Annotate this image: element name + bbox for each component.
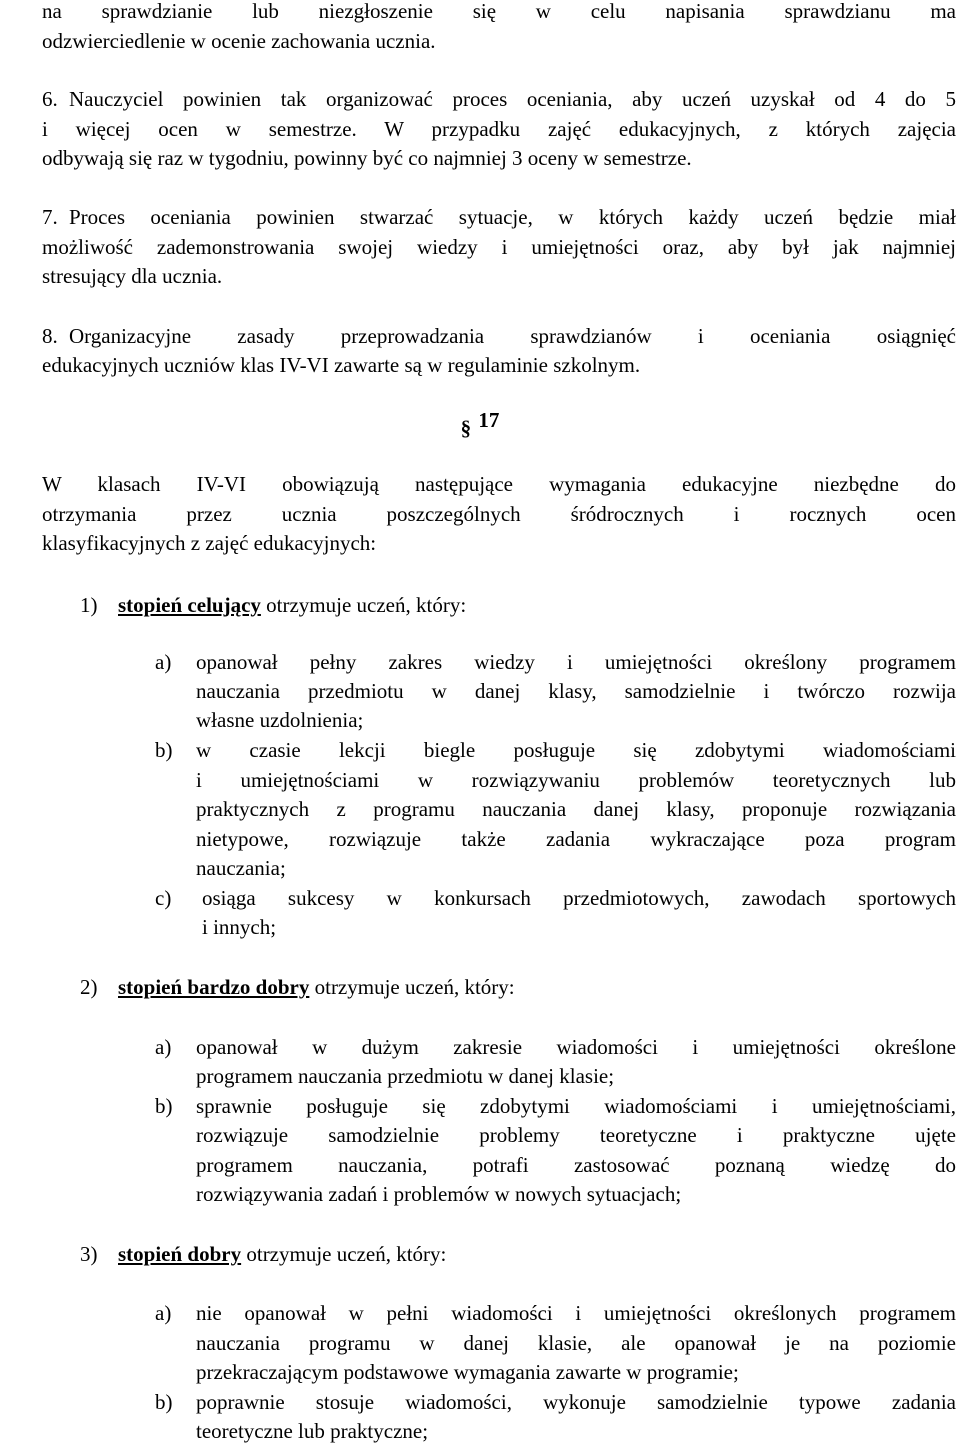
list-item-line: nauczania;	[196, 856, 286, 880]
paragraph-line: stresujący dla ucznia.	[42, 264, 223, 288]
paragraph-line: odbywają się raz w tygodniu, powinny być co najmniej 3 oceny w semestrze.	[42, 146, 692, 170]
list-item-line: teoretyczne lub praktyczne;	[196, 1419, 429, 1443]
list-item-line: opanował pełny zakres wiedzy i umiejętności określony programem	[196, 650, 956, 674]
grade-heading	[118, 591, 466, 621]
list-item-line: opanował w dużym zakresie wiadomości i umiejętności określone	[196, 1035, 956, 1059]
list-item-line: programem nauczania przedmiotu w danej klasie;	[196, 1064, 615, 1088]
item-number: 7.	[42, 205, 58, 229]
grade-heading-rest: otrzymuje uczeń, który:	[241, 1242, 447, 1266]
list-item-line: rozwiązywania zadań i problemów w nowych sytuacjach;	[196, 1182, 682, 1206]
paragraph-line: na sprawdzianie lub niezgłoszenie się w celu napisania sprawdzianu ma	[42, 0, 956, 23]
grade-heading-rest: otrzymuje uczeń, który:	[309, 975, 515, 999]
paragraph-line: możliwość zademonstrowania swojej wiedzy i umiejętności oraz, aby był jak najmniej	[42, 235, 956, 259]
paragraph-line: W klasach IV-VI obowiązują następujące wymagania edukacyjne niezbędne do	[42, 472, 956, 496]
list-item-line: praktycznych z programu nauczania danej klasy, proponuje rozwiązania	[196, 797, 956, 821]
grade-heading-rest: otrzymuje uczeń, który:	[260, 593, 467, 617]
paragraph-line: otrzymania przez ucznia poszczególnych śródrocznych i rocznych ocen	[42, 502, 956, 526]
section-number: 17	[478, 408, 500, 432]
list-item-line: i umiejętnościami w rozwiązywaniu problemów teoretycznych lub	[196, 768, 956, 792]
list-item-line: nie opanował w pełni wiadomości i umiejętności określonych programem	[196, 1301, 956, 1325]
grade-number: 3)	[80, 1242, 98, 1266]
section-symbol: §	[460, 416, 472, 440]
list-item-line: nauczania programu w danej klasie, ale opanował je na poziomie	[196, 1331, 956, 1355]
list-item-line: i innych;	[202, 915, 277, 939]
list-item-line: poprawnie stosuje wiadomości, wykonuje samodzielnie typowe zadania	[196, 1390, 956, 1414]
list-item-line: sprawnie posługuje się zdobytymi wiadomościami i umiejętnościami,	[196, 1094, 956, 1118]
list-label: a)	[155, 1035, 172, 1059]
list-item-line: nauczania przedmiotu w danej klasy, samodzielnie i twórczo rozwija	[196, 679, 956, 703]
list-label: b)	[155, 1094, 173, 1118]
list-label: b)	[155, 738, 173, 762]
list-item-line: nietypowe, rozwiązuje także zadania wykraczające poza program	[196, 827, 956, 851]
grade-name: stopień celujący	[118, 593, 261, 617]
paragraph-line: Proces oceniania powinien stwarzać sytuacje, w których każdy uczeń będzie miał	[69, 205, 956, 229]
list-label: a)	[155, 650, 172, 674]
list-item-line: osiąga sukcesy w konkursach przedmiotowych, zawodach sportowych	[202, 886, 956, 910]
list-label: c)	[155, 886, 172, 910]
list-item-line: programem nauczania, potrafi zastosować poznaną wiedzę do	[196, 1153, 956, 1177]
list-item-line: rozwiązuje samodzielnie problemy teoretyczne i praktyczne ujęte	[196, 1123, 956, 1147]
paragraph-line: klasyfikacyjnych z zajęć edukacyjnych:	[42, 531, 377, 555]
paragraph-line: i więcej ocen w semestrze. W przypadku zajęć edukacyjnych, z których zajęcia	[42, 117, 956, 141]
section-heading	[0, 408, 960, 440]
paragraph-line: odzwierciedlenie w ocenie zachowania ucznia.	[42, 29, 436, 53]
grade-name: stopień dobry	[118, 1242, 242, 1266]
item-number: 6.	[42, 87, 58, 111]
list-item-line: przekraczającym podstawowe wymagania zawarte w programie;	[196, 1360, 739, 1384]
list-label: a)	[155, 1301, 172, 1325]
grade-heading	[118, 1240, 446, 1270]
paragraph-line: edukacyjnych uczniów klas IV-VI zawarte są w regulaminie szkolnym.	[42, 353, 641, 377]
grade-heading	[118, 973, 515, 1003]
grade-name: stopień bardzo dobry	[118, 975, 310, 999]
list-item-line: własne uzdolnienia;	[196, 708, 364, 732]
list-label: b)	[155, 1390, 173, 1414]
paragraph-line: Nauczyciel powinien tak organizować proces oceniania, aby uczeń uzyskał od 4 do 5	[69, 87, 956, 111]
list-item-line: w czasie lekcji biegle posługuje się zdobytymi wiadomościami	[196, 738, 956, 762]
paragraph-line: Organizacyjne zasady przeprowadzania sprawdzianów i oceniania osiągnięć	[69, 324, 956, 348]
grade-number: 2)	[80, 975, 98, 999]
grade-number: 1)	[80, 593, 98, 617]
item-number: 8.	[42, 324, 58, 348]
